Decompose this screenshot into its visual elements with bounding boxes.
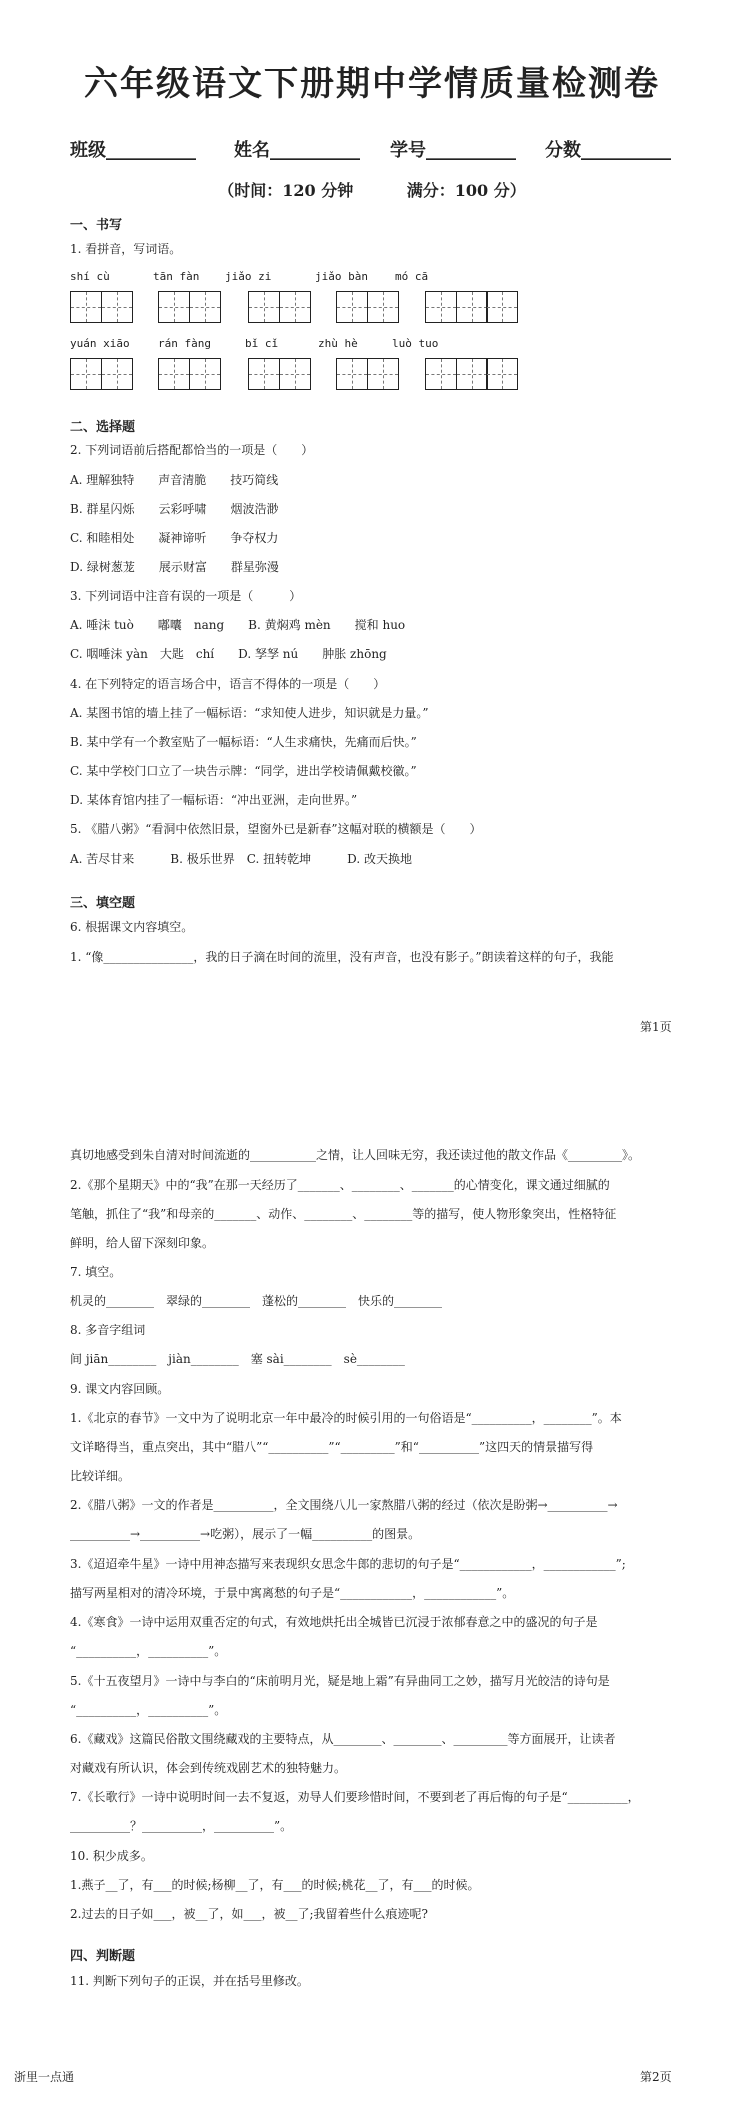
q5-options: A. 苦尽甘来 B. 极乐世界 C. 扭转乾坤 D. 改天换地 [70, 852, 412, 866]
writing-grid[interactable] [425, 358, 518, 390]
question-5: 5. 《腊八粥》“看洞中依然旧景，望窗外已是新春”这幅对联的横额是（ ） [70, 822, 482, 836]
writing-grid[interactable] [158, 291, 221, 323]
class-field: 班级__________ [70, 140, 196, 161]
q9-1a: 1.《北京的春节》一文中为了说明北京一年中最冷的时候引用的一句俗语是“__________，________”。本 [70, 1411, 622, 1425]
name-field: 姓名__________ [234, 140, 360, 161]
question-11: 11. 判断下列句子的正误，并在括号里修改。 [70, 1974, 309, 1988]
exam-title: 六年级语文下册期中学情质量检测卷 [84, 64, 660, 104]
q10-2: 2.过去的日子如___，被__了，如___，被__了;我留着些什么痕迹呢? [70, 1907, 428, 1921]
q9-5a: 5.《十五夜望月》一诗中与李白的“床前明月光，疑是地上霜”有异曲同工之妙，描写月光皎洁的诗句是 [70, 1674, 610, 1688]
q10-1: 1.燕子__了，有___的时候;杨柳__了，有___的时候;桃花__了，有___的时候。 [70, 1878, 480, 1892]
pinyin-6: yuán xiāo [70, 337, 130, 350]
pinyin-7: rán fàng [158, 337, 211, 350]
q2-option-d: D. 绿树葱茏 展示财富 群星弥漫 [70, 560, 279, 574]
pinyin-5: mó cā [395, 270, 429, 283]
time-limit: （时间：120 分钟 [218, 181, 354, 200]
section-writing-title: 一、书写 [70, 218, 123, 233]
question-1: 1. 看拼音，写词语。 [70, 242, 182, 256]
pinyin-3: jiǎo zi [225, 270, 272, 283]
question-3: 3. 下列词语中注音有误的一项是（ ） [70, 589, 302, 603]
q6-item-2: 2.《那个星期天》中的“我”在那一天经历了_______、________、_______的心情变化，课文通过细腻的 [70, 1178, 610, 1192]
question-10: 10. 积少成多。 [70, 1849, 153, 1863]
pinyin-4: jiǎo bàn [315, 270, 368, 283]
question-2: 2. 下列词语前后搭配都恰当的一项是（ ） [70, 443, 314, 457]
q2-option-b: B. 群星闪烁 云彩呼啸 烟波浩渺 [70, 502, 279, 516]
q3-options-ab: A. 唾沫 tuò 嘟囔 nang B. 黄焖鸡 mèn 搅和 huo [70, 618, 406, 632]
q6-item-2-end: 鲜明，给人留下深刻印象。 [70, 1236, 215, 1250]
q7-items: 机灵的________ 翠绿的________ 蓬松的________ 快乐的________ [70, 1294, 443, 1308]
writing-grid[interactable] [248, 358, 311, 390]
writing-grid[interactable] [70, 358, 133, 390]
pinyin-1: shí cù [70, 270, 110, 283]
q2-option-a: A. 理解独特 声音清脆 技巧简线 [70, 473, 279, 487]
q9-6b: 对藏戏有所认识，体会到传统戏剧艺术的独特魅力。 [70, 1761, 347, 1775]
question-4: 4. 在下列特定的语言场合中，语言不得体的一项是（ ） [70, 677, 386, 691]
q6-item-2-cont: 笔触，抓住了“我”和母亲的_______、动作、________、________等的描写，使人物形象突出，性格特征 [70, 1207, 617, 1221]
page-number-1: 第1页 [640, 1020, 672, 1034]
section-choice-title: 二、选择题 [70, 420, 136, 435]
pinyin-2: tān fàn [153, 270, 200, 283]
q4-option-b: B. 某中学有一个教室贴了一幅标语：“人生求痛快，先痛而后快。” [70, 735, 417, 749]
writing-grid[interactable] [425, 291, 518, 323]
student-id-field: 学号__________ [390, 140, 516, 161]
question-6: 6. 根据课文内容填空。 [70, 920, 194, 934]
writing-grid[interactable] [158, 358, 221, 390]
score-field: 分数__________ [545, 140, 671, 161]
q9-1c: 比较详细。 [70, 1469, 131, 1483]
q9-2b: __________→__________→吃粥），展示了一幅__________的图景。 [70, 1527, 421, 1541]
exam-meta [0, 178, 744, 201]
question-9: 9. 课文内容回顾。 [70, 1382, 170, 1396]
question-8: 8. 多音字组词 [70, 1323, 146, 1337]
q9-6a: 6.《藏戏》这篇民俗散文围绕藏戏的主要特点，从________、________、_________等方面展开，让读者 [70, 1732, 616, 1746]
q6-item-1-cont: 真切地感受到朱自清对时间流逝的___________之情，让人回味无穷，我还读过他的散文作品《_________》。 [70, 1148, 641, 1162]
q9-1b: 文详略得当，重点突出，其中“腊八”“__________”“_________”和“__________”这四天的情景描写得 [70, 1440, 594, 1454]
q9-3a: 3.《迢迢牵牛星》一诗中用神态描写来表现织女思念牛郎的悲切的句子是“____________，____________”; [70, 1557, 626, 1571]
q9-7b: __________？__________，__________”。 [70, 1819, 293, 1833]
writing-grid[interactable] [336, 358, 399, 390]
q9-3b: 描写两星相对的清冷环境，于景中寓离愁的句子是“____________，____________”。 [70, 1586, 515, 1600]
pinyin-9: zhù hè [318, 337, 358, 350]
q6-item-1: 1. “像_______________，我的日子滴在时间的流里，没有声音，也没有影子。”朗读着这样的句子，我能 [70, 950, 614, 964]
q4-option-c: C. 某中学校门口立了一块告示牌：“同学，进出学校请佩戴校徽。” [70, 764, 417, 778]
section-fill-title: 三、填空题 [70, 896, 136, 911]
q4-option-d: D. 某体育馆内挂了一幅标语：“冲出亚洲，走向世界。” [70, 793, 358, 807]
q4-option-a: A. 某图书馆的墙上挂了一幅标语：“求知使人进步，知识就是力量。” [70, 706, 429, 720]
question-7: 7. 填空。 [70, 1265, 122, 1279]
q9-2a: 2.《腊八粥》一文的作者是__________，全文围绕八儿一家熬腊八粥的经过（依次是盼粥→__________→ [70, 1498, 618, 1512]
pinyin-10: luò tuo [392, 337, 439, 350]
q9-4a: 4.《寒食》一诗中运用双重否定的句式，有效地烘托出全城皆已沉浸于浓郁春意之中的盛况的句子是 [70, 1615, 598, 1629]
q2-option-c: C. 和睦相处 凝神谛听 争夺权力 [70, 531, 279, 545]
pinyin-8: bǐ cǐ [245, 337, 279, 350]
writing-grid[interactable] [336, 291, 399, 323]
page-number-2: 第2页 [640, 2070, 672, 2084]
q9-5b: “__________，__________”。 [70, 1703, 227, 1717]
writing-grid[interactable] [70, 291, 133, 323]
footer-brand: 浙里一点通 [14, 2070, 75, 2084]
full-score: 满分：100 分） [406, 181, 526, 200]
q8-items: 间 jiān________ jiàn________ 塞 sài________ sè________ [70, 1352, 405, 1366]
section-judge-title: 四、判断题 [70, 1949, 136, 1964]
writing-grid[interactable] [248, 291, 311, 323]
q9-4b: “__________，__________”。 [70, 1644, 227, 1658]
q9-7a: 7.《长歌行》一诗中说明时间一去不复返，劝导人们要珍惜时间，不要到老了再后悔的句子是“__________， [70, 1790, 640, 1804]
q3-options-cd: C. 咽唾沫 yàn 大匙 chí D. 孥孥 nú 肿胀 zhōng [70, 647, 387, 661]
